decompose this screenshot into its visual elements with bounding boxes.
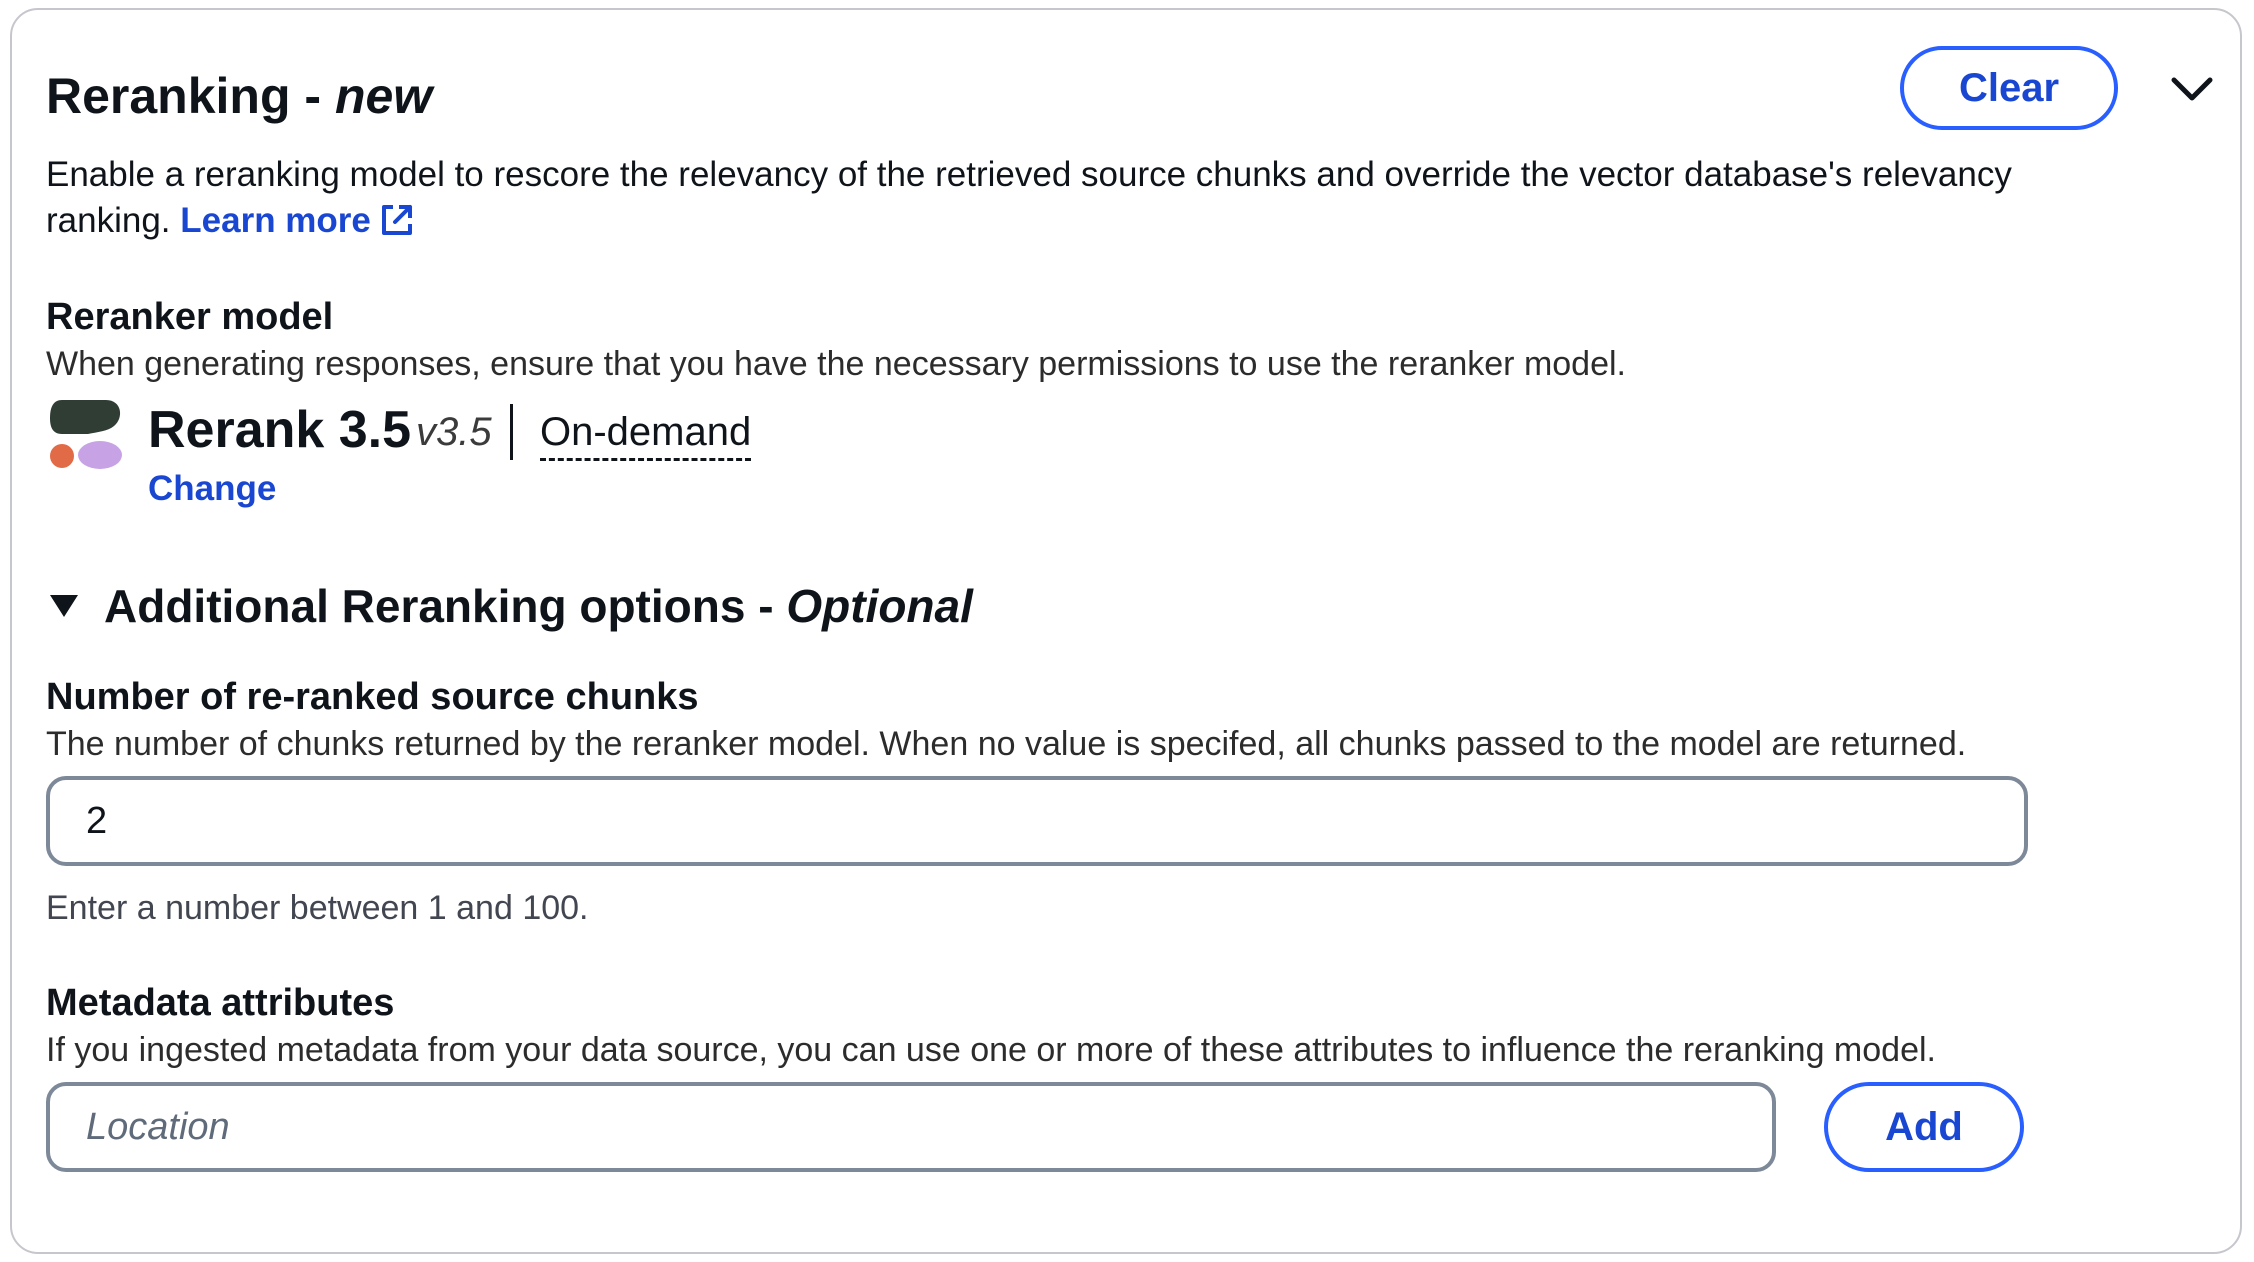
reranking-panel <box>10 8 2242 1254</box>
metadata-attribute-input[interactable] <box>46 1082 1776 1172</box>
reranker-model-description: When generating responses, ensure that you have the necessary permissions to use the reranker model. <box>46 345 1626 383</box>
external-link-icon <box>379 202 415 238</box>
intro-text: Enable a reranking model to rescore the relevancy of the retrieved source chunks and override the vector database's relevancy ranking. <box>46 155 2012 240</box>
metadata-placeholder: Location <box>86 1105 230 1148</box>
additional-options-separator: - <box>745 580 787 632</box>
chunks-description: The number of chunks returned by the reranker model. When no value is specifed, all chunks passed to the model are returned. <box>46 725 1967 763</box>
metadata-description: If you ingested metadata from your data source, you can use one or more of these attributes to influence the reranking model. <box>46 1031 1936 1069</box>
learn-more-label: Learn more <box>180 201 371 240</box>
chunks-value: 2 <box>86 799 108 842</box>
clear-button[interactable]: Clear <box>1900 46 2118 130</box>
cohere-logo-icon <box>48 396 128 472</box>
additional-options-title <box>104 578 973 634</box>
panel-title-text: Reranking <box>46 68 291 124</box>
chunks-constraint-hint: Enter a number between 1 and 100. <box>46 889 589 927</box>
panel-title <box>46 66 432 126</box>
chunks-number-input[interactable] <box>46 776 2028 866</box>
chevron-down-icon[interactable] <box>2166 68 2218 110</box>
caret-down-icon <box>48 593 80 619</box>
change-model-link[interactable]: Change <box>148 469 277 508</box>
inference-mode-tooltip[interactable]: On-demand <box>540 406 751 461</box>
metadata-label: Metadata attributes <box>46 982 395 1024</box>
new-badge: new <box>334 68 433 124</box>
additional-options-label: Additional Reranking options <box>104 580 746 632</box>
title-separator: - <box>290 68 335 124</box>
reranker-model-heading: Reranker model <box>46 296 334 338</box>
intro-description <box>46 152 2086 244</box>
optional-label: Optional <box>786 580 973 632</box>
chunks-label: Number of re-ranked source chunks <box>46 676 699 718</box>
add-attribute-button[interactable]: Add <box>1824 1082 2024 1172</box>
model-divider <box>510 404 513 460</box>
additional-options-expander[interactable] <box>48 578 973 634</box>
model-version: v3.5 <box>416 410 492 454</box>
learn-more-link[interactable] <box>180 201 415 240</box>
model-name: Rerank 3.5 <box>148 401 412 459</box>
